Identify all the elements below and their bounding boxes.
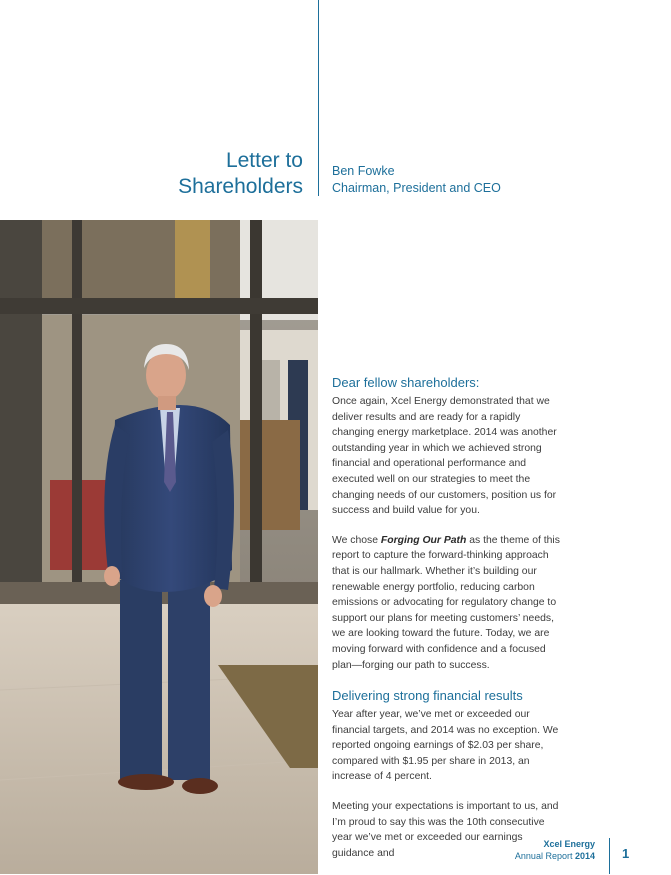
section-heading-financial-results: Delivering strong financial results bbox=[332, 688, 523, 704]
footer-brand: Xcel Energy bbox=[543, 839, 595, 849]
title-line-1: Letter to bbox=[225, 149, 303, 172]
theme-text-after: as the theme of this report to capture the forward-thinking approach that is our hallmark. Whether it’s building our renewable energy portfolio, reducing carbon emissions or advocating for regulatory change to support our plans for meeting customers’ needs, we are looking toward the future. Today, we are moving forward with confidence and a focused plan—forging our path to success. bbox=[332, 534, 560, 671]
footer-report bbox=[515, 850, 595, 862]
page-title bbox=[178, 148, 303, 200]
paragraph-financial-targets: Year after year, we’ve met or exceeded our financial targets, and 2014 was no exception. We reported ongoing earnings of $2.03 per share, compared with $1.95 per share in 2013, an increase of 4 percent. bbox=[332, 709, 559, 783]
portrait-illustration bbox=[0, 220, 318, 874]
paragraph-expectations: Meeting your expectations is important to us, and I’m proud to say this was the 10th consecutive year we’ve met or exceeded our earnings guidance and bbox=[332, 801, 559, 859]
header-divider bbox=[318, 0, 319, 196]
letter-body bbox=[332, 374, 562, 875]
author-byline bbox=[332, 163, 501, 197]
theme-text-before: We chose bbox=[332, 534, 381, 546]
section-heading-dear-shareholders: Dear fellow shareholders: bbox=[332, 375, 480, 390]
footer-report-year: 2014 bbox=[574, 851, 595, 861]
author-name: Ben Fowke bbox=[332, 164, 395, 178]
theme-emphasis: Forging Our Path bbox=[380, 534, 467, 546]
paragraph-intro: Once again, Xcel Energy demonstrated that we deliver results and are ready for a rapidly changing energy marketplace. 2014 was another outstanding year in which we achieved strong financial and operational performance and executed well on our strategies to meet the changing needs of our customers, position us for success and build value for you. bbox=[332, 396, 557, 517]
page-footer bbox=[515, 838, 595, 862]
title-line-2: Shareholders bbox=[178, 175, 303, 198]
ceo-portrait-photo bbox=[0, 220, 318, 874]
page-number: 1 bbox=[622, 846, 630, 861]
paragraph-theme bbox=[332, 533, 562, 673]
footer-divider bbox=[609, 838, 610, 874]
author-title: Chairman, President and CEO bbox=[332, 181, 501, 195]
footer-report-label: Annual Report bbox=[514, 851, 575, 861]
